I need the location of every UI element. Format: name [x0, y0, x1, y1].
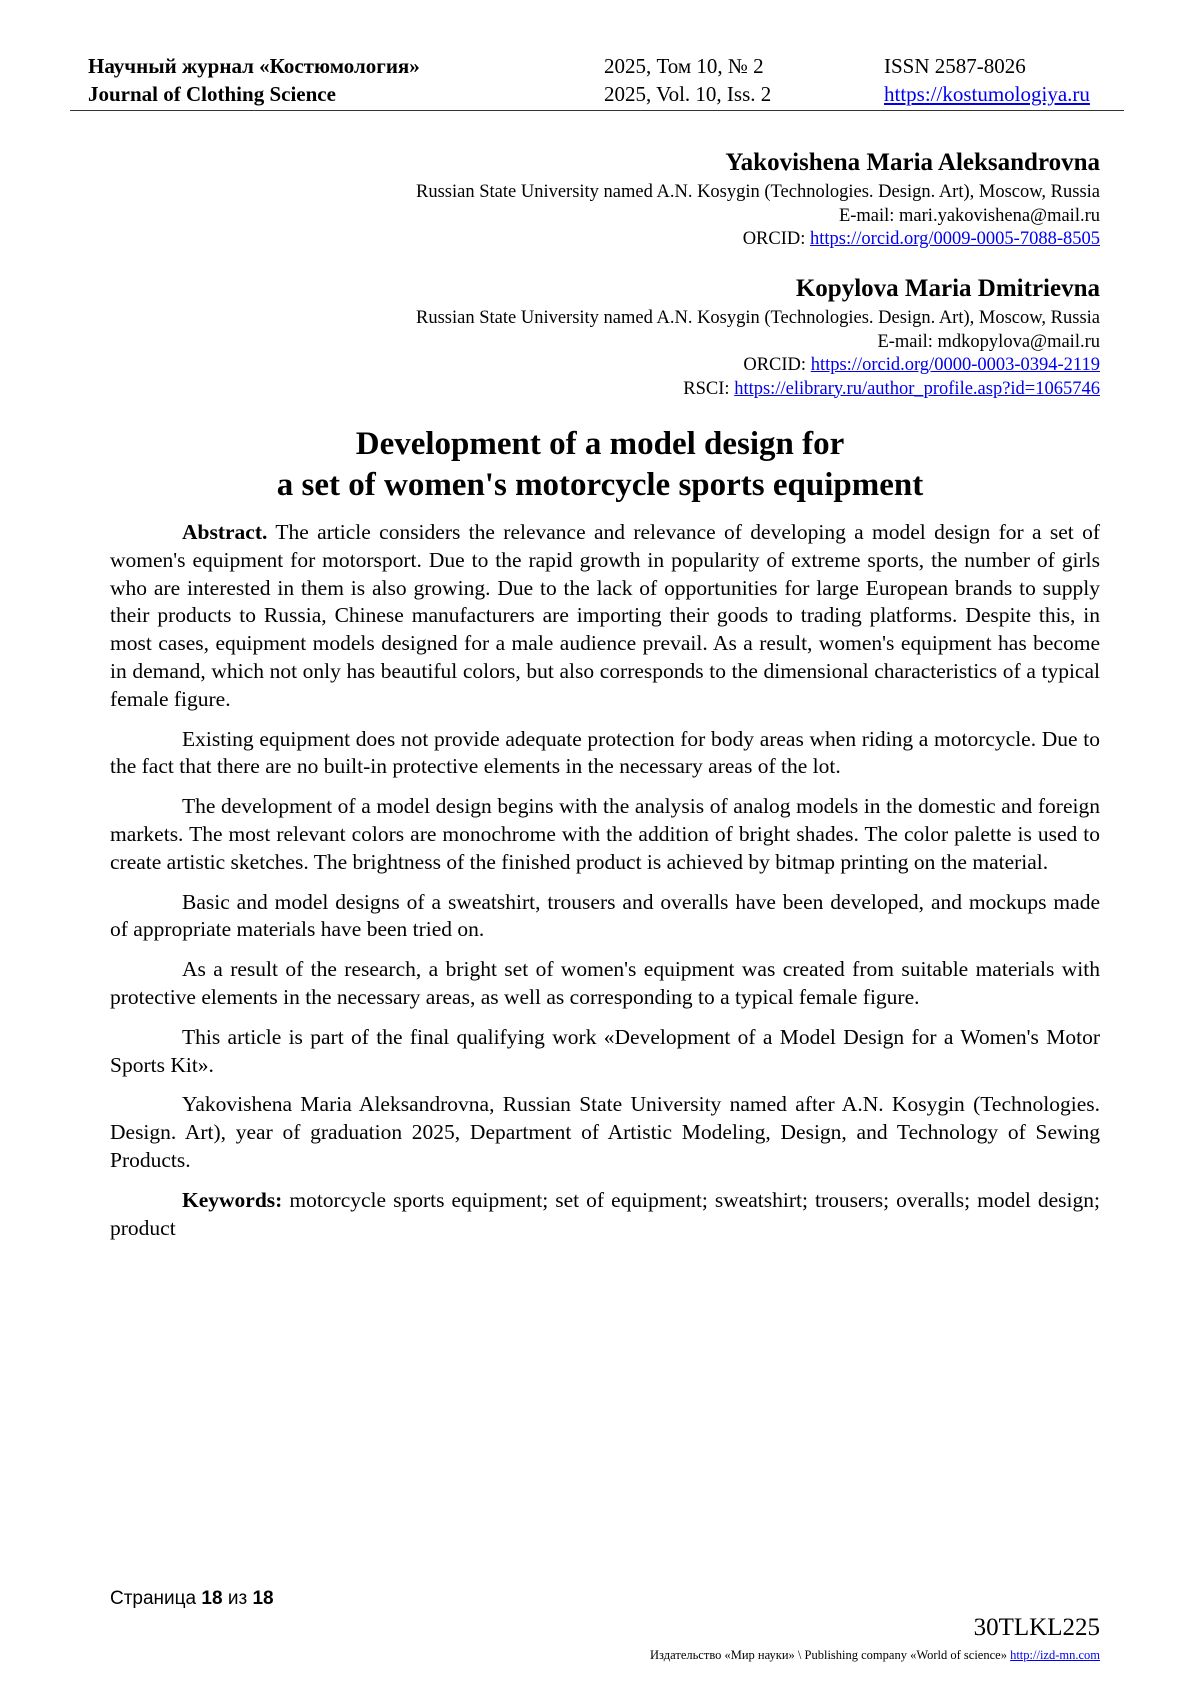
article-body — [110, 519, 1100, 1254]
body-paragraph-2: Existing equipment does not provide adequate protection for body areas when riding a motorcycle. Due to the fact that there are no built-in protective elements in the necessary areas of the lot. — [110, 726, 1100, 779]
body-paragraph-7: Yakovishena Maria Aleksandrovna, Russian State University named after A.N. Kosygin (Technologies. Design. Art), year of graduation 2025, Department of Artistic Modeling, Design, and Technology of Sewing Products. — [110, 1092, 1100, 1172]
article-title-line-2: a set of women's motorcycle sports equipment — [276, 467, 924, 503]
issn: ISSN 2587-8026 — [884, 54, 1026, 78]
page-total: 18 — [252, 1588, 274, 1609]
article-title — [100, 424, 1100, 506]
body-paragraph-6: This article is part of the final qualifying work «Development of a Model Design for a Women's Motor Sports Kit». — [110, 1024, 1100, 1077]
issue-info-ru: 2025, Том 10, № 2 — [604, 54, 764, 78]
publisher-line: Издательство «Мир науки» \ Publishing company «World of science» http://izd-mn.com — [650, 1648, 1100, 1662]
author-affiliation: Russian State University named A.N. Kosygin (Technologies. Design. Art), Moscow, Russia — [416, 308, 1100, 328]
rsci-link[interactable]: https://elibrary.ru/author_profile.asp?id=1065746 — [734, 378, 1100, 399]
orcid-link[interactable]: https://orcid.org/0009-0005-7088-8505 — [810, 229, 1100, 249]
author-email: E-mail: mari.yakovishena@mail.ru — [838, 205, 1100, 226]
author-block-2 — [416, 272, 1100, 401]
abstract-label: Abstract. — [182, 520, 268, 544]
body-paragraph-5: As a result of the research, a bright set of women's equipment was created from suitable materials with protective elements in the necessary areas, as well as corresponding to a typical female figure. — [110, 957, 1100, 1009]
journal-name-en: Journal of Clothing Science — [88, 82, 336, 106]
header-divider — [70, 110, 1124, 111]
page-current: 18 — [201, 1588, 223, 1609]
author-name: Kopylova Maria Dmitrievna — [795, 275, 1100, 302]
author-rsci: RSCI: https://elibrary.ru/author_profile.asp?id=1065746 — [683, 378, 1100, 399]
article-title-line-1: Development of a model design for — [355, 426, 845, 462]
journal-name-block — [88, 52, 420, 108]
journal-website-link[interactable]: https://kostumologiya.ru — [884, 82, 1090, 106]
article-code: 30TLKL225 — [973, 1614, 1100, 1641]
keywords-paragraph — [110, 1187, 1100, 1243]
author-name: Yakovishena Maria Aleksandrovna — [725, 149, 1100, 176]
author-orcid: ORCID: https://orcid.org/0000-0003-0394-2119 — [743, 355, 1100, 375]
abstract-paragraph — [110, 519, 1100, 714]
body-paragraph-4: Basic and model designs of a sweatshirt, trousers and overalls have been developed, and mockups made of appropriate materials have been tried on. — [110, 889, 1100, 942]
issn-block — [884, 52, 1090, 108]
keywords-text: motorcycle sports equipment; set of equipment; sweatshirt; trousers; overalls; model design; product — [110, 1187, 1100, 1240]
body-paragraph-3: The development of a model design begins with the analysis of analog models in the domestic and foreign markets. The most relevant colors are monochrome with the addition of bright shades. The color palette is used to create artistic sketches. The brightness of the finished product is achieved by bitmap printing on the material. — [110, 794, 1100, 874]
abstract-text: The article considers the relevance and relevance of developing a model design for a set of women's equipment for motorsport. Due to the rapid growth in popularity of extreme sports, the number of girls who are interested in them is also growing. Due to the lack of opportunities for large European brands to supply their products to Russia, Chinese manufacturers are importing their goods to trading platforms. Despite this, in most cases, equipment models designed for a male audience prevail. As a result, women's equipment has become in demand, which not only has beautiful colors, but also corresponds to the dimensional characteristics of a typical female figure. — [110, 520, 1100, 711]
publisher-link[interactable]: http://izd-mn.com — [1010, 1648, 1100, 1662]
issue-info-block — [604, 52, 771, 108]
author-orcid: ORCID: https://orcid.org/0009-0005-7088-8505 — [742, 229, 1100, 249]
author-block-1 — [416, 146, 1100, 252]
keywords-label: Keywords: — [182, 1187, 283, 1212]
issue-info-en: 2025, Vol. 10, Iss. 2 — [604, 82, 772, 106]
author-affiliation: Russian State University named A.N. Kosygin (Technologies. Design. Art), Moscow, Russia — [416, 182, 1100, 202]
journal-name-ru: Научный журнал «Костюмология» — [88, 54, 420, 78]
author-email: E-mail: mdkopylova@mail.ru — [877, 331, 1100, 352]
orcid-link[interactable]: https://orcid.org/0000-0003-0394-2119 — [810, 355, 1100, 375]
page-number: Страница 18 из 18 — [110, 1588, 274, 1609]
